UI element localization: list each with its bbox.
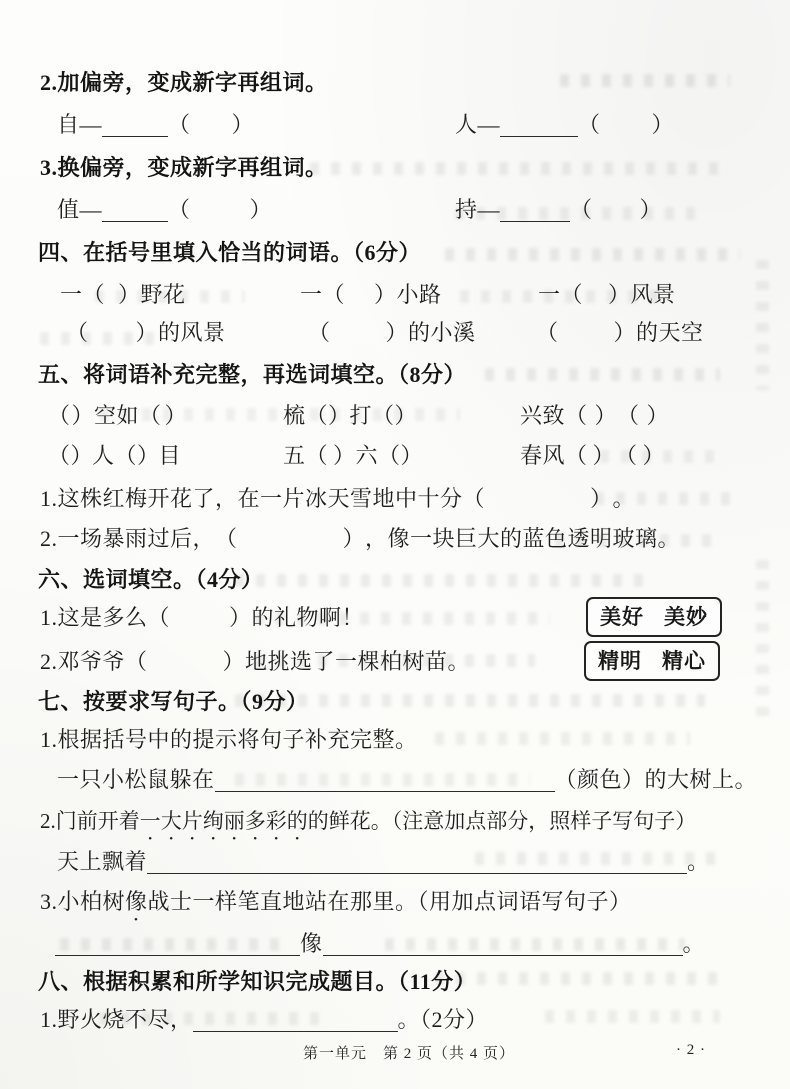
open-paren: （ xyxy=(305,443,329,468)
close-paren: ） xyxy=(229,605,252,630)
close-paren: ） xyxy=(651,112,675,137)
answer-parentheses xyxy=(372,401,416,431)
close-paren: ） xyxy=(590,486,613,511)
measure-word-stem: 一 xyxy=(300,282,323,307)
open-paren: （ xyxy=(305,403,329,428)
open-paren: （ xyxy=(168,197,191,222)
q3-left-stem: 值— xyxy=(57,197,103,222)
measure-word-noun: 小路 xyxy=(396,282,442,307)
section5-idiom xyxy=(520,401,669,431)
sentence-text: 2.门前开着 xyxy=(40,809,140,833)
sentence-text: 像 xyxy=(300,931,323,956)
word-option: 精心 xyxy=(662,649,706,673)
open-paren: （ xyxy=(139,403,162,428)
q2-heading: 2.加偏旁，变成新字再组词。 xyxy=(40,70,328,95)
section7-q1-instruction: 1.根据括号中的提示将句子补充完整。 xyxy=(40,727,418,752)
idiom-part: 梳 xyxy=(283,403,306,428)
answer-parentheses xyxy=(463,484,613,514)
bleed-artifact xyxy=(545,1010,720,1023)
answer-parentheses xyxy=(48,441,92,471)
section5-heading: 五、将词语补充完整，再选词填空。（8分） xyxy=(38,362,467,387)
idiom-part: 六 xyxy=(355,443,379,468)
bleed-artifact xyxy=(435,972,725,985)
answer-blank xyxy=(55,933,300,956)
answer-parentheses xyxy=(615,441,665,471)
close-paren: ） xyxy=(328,403,351,428)
section6-q2 xyxy=(40,647,470,677)
close-paren: ） xyxy=(222,649,246,674)
section4-heading: 四、在括号里填入恰当的词语。（6分） xyxy=(38,240,422,265)
footer-page-label: 第 2 页（共 4 页） xyxy=(383,1046,516,1062)
close-paren: ） xyxy=(374,282,397,307)
answer-parentheses xyxy=(306,401,350,431)
sentence-text: 的鲜花。（注意加点部分，照样子写句子） xyxy=(307,809,697,833)
open-paren: （ xyxy=(565,443,588,468)
open-paren: （ xyxy=(82,282,106,307)
adjective-noun: 的小溪 xyxy=(408,320,476,345)
section5-idiom xyxy=(48,441,181,471)
close-paren: ） xyxy=(137,443,160,468)
sentence-text: ，像一块巨大的蓝色透明玻璃。 xyxy=(365,526,681,551)
answer-parentheses xyxy=(578,110,674,140)
bleed-artifact xyxy=(445,248,740,261)
section7-q3-line xyxy=(55,929,705,959)
section5-idiom xyxy=(283,401,416,431)
answer-parentheses xyxy=(139,401,187,431)
section8-heading: 八、根据积累和所学知识完成题目。（11分） xyxy=(38,969,477,994)
close-paren: ） xyxy=(135,320,158,345)
answer-parentheses xyxy=(115,441,159,471)
idiom-part: 打 xyxy=(349,403,373,428)
q2-right-item xyxy=(455,110,674,140)
close-paren: ） xyxy=(608,282,631,307)
section5-fill1 xyxy=(40,484,635,514)
open-paren: （ xyxy=(114,443,138,468)
section5-idiom xyxy=(520,441,665,471)
answer-parentheses xyxy=(323,280,397,310)
section7-q3-instruction xyxy=(40,887,632,926)
close-paren: ） xyxy=(594,403,618,428)
sentence-text: 地挑选了一棵柏树苗。 xyxy=(245,649,471,674)
section6-heading: 六、选词填空。（4分） xyxy=(38,567,264,592)
q3-right-stem: 持— xyxy=(455,197,501,222)
bleed-artifact xyxy=(756,260,769,390)
idiom-part: 目 xyxy=(158,443,182,468)
close-paren: ） xyxy=(164,403,188,428)
close-paren: ） xyxy=(385,320,408,345)
open-paren: （ xyxy=(215,526,238,551)
open-paren: （ xyxy=(536,320,559,345)
answer-blank xyxy=(323,933,683,956)
sentence-text: 天上飘着 xyxy=(57,849,148,874)
open-paren: （ xyxy=(322,282,346,307)
answer-blank xyxy=(147,851,687,874)
word-choice-box-2 xyxy=(584,641,720,681)
sentence-text: 。 xyxy=(682,931,706,956)
bleed-artifact xyxy=(756,560,769,720)
open-paren: （ xyxy=(462,486,486,511)
section4-row1-item xyxy=(300,280,442,310)
open-paren: （ xyxy=(560,282,584,307)
adjective-noun: 的天空 xyxy=(636,320,704,345)
answer-parentheses xyxy=(83,280,141,310)
q2-left-item xyxy=(57,110,254,140)
word-option: 精明 xyxy=(598,649,642,673)
open-paren: （ xyxy=(147,605,171,630)
close-paren: ） xyxy=(646,403,670,428)
open-paren: （ xyxy=(615,443,638,468)
footer-page-number: · 2 · xyxy=(676,1042,706,1058)
close-paren: ） xyxy=(249,197,273,222)
open-paren: （ xyxy=(48,443,71,468)
answer-parentheses xyxy=(565,401,617,431)
idiom-part: 兴致 xyxy=(520,403,566,428)
word-option: 美妙 xyxy=(664,605,708,629)
sentence-text: 1.这是多么 xyxy=(40,605,148,630)
answer-parentheses xyxy=(561,280,631,310)
answer-parentheses xyxy=(617,401,669,431)
bleed-artifact xyxy=(235,574,655,587)
open-paren: （ xyxy=(48,403,71,428)
close-paren: ） xyxy=(639,197,663,222)
emphasized-text: 像 xyxy=(125,889,148,914)
word-option: 美好 xyxy=(600,605,644,629)
sentence-text: 3.小柏树 xyxy=(40,889,126,914)
open-paren: （ xyxy=(125,649,148,674)
answer-parentheses xyxy=(565,441,615,471)
open-paren: （ xyxy=(617,403,640,428)
close-paren: ） xyxy=(118,282,141,307)
answer-blank xyxy=(102,199,168,222)
close-paren: ） xyxy=(394,403,418,428)
bleed-artifact xyxy=(560,74,730,87)
open-paren: （ xyxy=(308,320,331,345)
open-paren: （ xyxy=(565,403,588,428)
bleed-artifact xyxy=(435,732,690,745)
idiom-part: 春风 xyxy=(520,443,566,468)
open-paren: （ xyxy=(570,197,593,222)
idiom-part: 五 xyxy=(283,443,306,468)
sentence-text: 2.一场暴雨过后， xyxy=(40,526,216,551)
open-paren: （ xyxy=(168,112,191,137)
open-paren: （ xyxy=(378,443,401,468)
section5-fill2 xyxy=(40,524,680,554)
close-paren: ） xyxy=(613,320,636,345)
answer-parentheses xyxy=(125,647,245,677)
answer-blank xyxy=(193,1009,398,1032)
section4-row2-item xyxy=(308,318,476,348)
section4-row2-item xyxy=(66,318,226,348)
open-paren: （ xyxy=(372,403,395,428)
close-paren: ） xyxy=(71,403,94,428)
sentence-text: 的礼物啊！ xyxy=(251,605,365,630)
sentence-text: （颜色）的大树上。 xyxy=(554,767,758,792)
sentence-text: 。 xyxy=(687,849,710,874)
sentence-text: 一只小松鼠躲在 xyxy=(57,767,215,792)
sentence-text: 。（2分） xyxy=(397,1007,489,1032)
q3-heading: 3.换偏旁，变成新字再组词。 xyxy=(40,155,328,180)
answer-parentheses xyxy=(168,110,254,140)
bleed-artifact xyxy=(485,368,720,381)
answer-blank xyxy=(215,769,555,792)
answer-parentheses xyxy=(168,195,272,225)
close-paren: ） xyxy=(342,526,366,551)
answer-parentheses xyxy=(66,318,158,348)
section5-idiom xyxy=(283,441,422,471)
answer-parentheses xyxy=(148,603,252,633)
idiom-part: 人 xyxy=(92,443,115,468)
section4-row1-item xyxy=(538,280,676,310)
answer-blank xyxy=(500,114,578,137)
answer-parentheses xyxy=(570,195,662,225)
section4-row1-item xyxy=(60,280,186,310)
q3-right-item xyxy=(455,195,662,225)
close-paren: ） xyxy=(400,443,424,468)
emphasized-text: 一大片绚丽多彩的 xyxy=(139,809,308,833)
answer-parentheses xyxy=(536,318,636,348)
q2-left-stem: 自— xyxy=(57,112,103,137)
measure-word-noun: 风景 xyxy=(630,282,676,307)
footer-unit-label: 第一单元 xyxy=(303,1046,368,1062)
close-paren: ） xyxy=(592,443,616,468)
section7-q2-line xyxy=(57,847,710,877)
answer-parentheses xyxy=(378,441,422,471)
answer-blank xyxy=(500,199,570,222)
answer-parentheses xyxy=(215,524,365,554)
sentence-text: 。 xyxy=(612,486,636,511)
close-paren: ） xyxy=(642,443,666,468)
close-paren: ） xyxy=(333,443,356,468)
section7-heading: 七、按要求写句子。（9分） xyxy=(38,689,309,714)
section5-idiom xyxy=(48,401,187,431)
sentence-text: 2.邓爷爷 xyxy=(40,649,126,674)
sentence-text: 1.野火烧不尽， xyxy=(40,1007,193,1032)
answer-blank xyxy=(102,114,168,137)
measure-word-noun: 野花 xyxy=(140,282,186,307)
section8-q1 xyxy=(40,1005,488,1035)
close-paren: ） xyxy=(231,112,255,137)
open-paren: （ xyxy=(578,112,601,137)
answer-parentheses xyxy=(48,401,94,431)
answer-parentheses xyxy=(308,318,408,348)
section7-q2-instruction xyxy=(40,806,696,845)
section6-q1 xyxy=(40,603,364,633)
open-paren: （ xyxy=(66,320,89,345)
adjective-noun: 的风景 xyxy=(158,320,226,345)
bleed-artifact xyxy=(310,162,730,175)
measure-word-stem: 一 xyxy=(60,282,83,307)
page-footer xyxy=(303,1042,515,1063)
close-paren: ） xyxy=(70,443,94,468)
idiom-part: 空如 xyxy=(94,403,140,428)
section7-q1-line xyxy=(57,765,757,795)
measure-word-stem: 一 xyxy=(538,282,561,307)
answer-parentheses xyxy=(306,441,356,471)
sentence-text: 1.这株红梅开花了，在一片冰天雪地中十分 xyxy=(40,486,463,511)
word-choice-box-1 xyxy=(586,597,722,637)
sentence-text: 战士一样笔直地站在那里。（用加点词语写句子） xyxy=(147,889,632,914)
q3-left-item xyxy=(57,195,272,225)
q2-right-stem: 人— xyxy=(455,112,501,137)
section4-row2-item xyxy=(536,318,704,348)
